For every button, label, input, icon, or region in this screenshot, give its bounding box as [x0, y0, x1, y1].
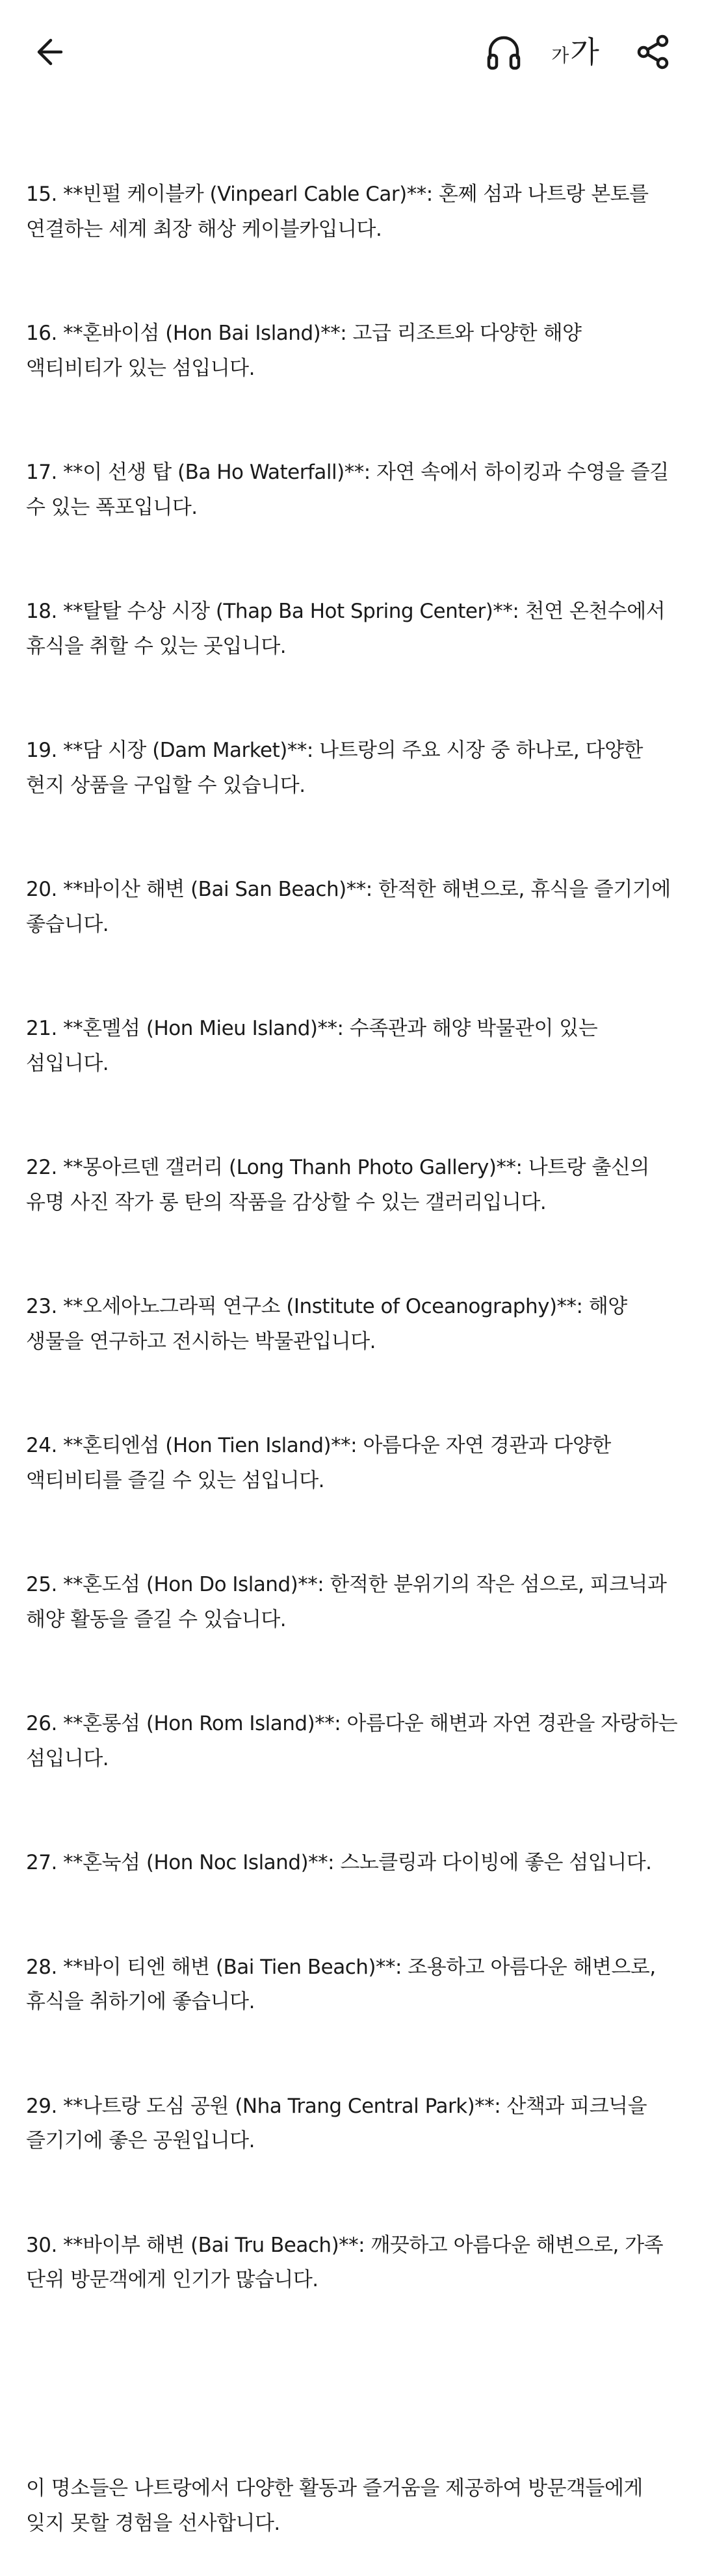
- list-item-22: 22. **몽아르덴 갤러리 (Long Thanh Photo Gallery)**: 나트랑 출신의 유명 사진 작가 롱 탄의 작품을 감상할 수 있는 갤러리입니다.: [26, 1156, 656, 1214]
- list-item-26: 26. **혼롱섬 (Hon Rom Island)**: 아름다운 해변과 자연 경관을 자랑하는 섬입니다.: [26, 1712, 684, 1770]
- list-item-23: 23. **오세아노그라픽 연구소 (Institute of Oceanography)**: 해양 생물을 연구하고 전시하는 박물관입니다.: [26, 1295, 634, 1353]
- list-item-27: 27. **혼눅섬 (Hon Noc Island)**: 스노클링과 다이빙에 좋은 섬입니다.: [26, 1851, 652, 1874]
- list-item-29: 29. **나트랑 도심 공원 (Nha Trang Central Park)**: 산책과 피크닉을 즐기기에 좋은 공원입니다.: [26, 2094, 653, 2152]
- list-item-15: 15. **빈펄 케이블카 (Vinpearl Cable Car)**: 혼쩨 섬과 나트랑 본토를 연결하는 세계 최장 해상 케이블카입니다.: [26, 183, 655, 241]
- list-item-30: 30. **바이부 해변 (Bai Tru Beach)**: 깨끗하고 아름다운 해변으로, 가족 단위 방문객에게 인기가 많습니다.: [26, 2233, 670, 2291]
- list-item-25: 25. **혼도섬 (Hon Do Island)**: 한적한 분위기의 작은 섬으로, 피크닉과 해양 활동을 즐길 수 있습니다.: [26, 1573, 673, 1631]
- list-item-19: 19. **담 시장 (Dam Market)**: 나트랑의 주요 시장 중 하나로, 다양한 현지 상품을 구입할 수 있습니다.: [26, 739, 649, 797]
- font-size-small-glyph: 가: [551, 45, 569, 66]
- listen-button[interactable]: [478, 26, 530, 78]
- article-content: [26, 108, 682, 2576]
- share-button[interactable]: [627, 26, 679, 78]
- list-item-18: 18. **탈탈 수상 시장 (Thap Ba Hot Spring Center)**: 천연 온천수에서 휴식을 취할 수 있는 곳입니다.: [26, 600, 671, 658]
- arrow-left-icon: [32, 32, 72, 71]
- list-item-17: 17. **이 선생 탑 (Ba Ho Waterfall)**: 자연 속에서 하이킹과 수영을 즐길 수 있는 폭포입니다.: [26, 461, 675, 519]
- headphones-icon: [484, 32, 524, 72]
- font-size-large-glyph: 가: [570, 34, 599, 70]
- top-bar: [0, 0, 702, 104]
- paragraph-spacer: [26, 2367, 682, 2403]
- list-item-16: 16. **혼바이섬 (Hon Bai Island)**: 고급 리조트와 다양한 해양 액티비티가 있는 섬입니다.: [26, 322, 588, 380]
- closing-paragraph: 이 명소들은 나트랑에서 다양한 활동과 즐거움을 제공하여 방문객들에게 잊지 못할 경험을 선사합니다.: [26, 2477, 649, 2535]
- list-item-20: 20. **바이산 해변 (Bai San Beach)**: 한적한 해변으로, 휴식을 즐기기에 좋습니다.: [26, 878, 677, 936]
- list-item-28: 28. **바이 티엔 해변 (Bai Tien Beach)**: 조용하고 아름다운 해변으로, 휴식을 취하기에 좋습니다.: [26, 1955, 662, 2013]
- list-item-21: 21. **혼멜섬 (Hon Mieu Island)**: 수족관과 해양 박물관이 있는 섬입니다.: [26, 1017, 604, 1075]
- font-size-button[interactable]: [549, 26, 601, 78]
- list-item-24: 24. **혼티엔섬 (Hon Tien Island)**: 아름다운 자연 경관과 다양한 액티비티를 즐길 수 있는 섬입니다.: [26, 1434, 618, 1492]
- back-button[interactable]: [26, 26, 78, 78]
- share-icon: [634, 32, 673, 71]
- font-size-icon: [551, 34, 599, 70]
